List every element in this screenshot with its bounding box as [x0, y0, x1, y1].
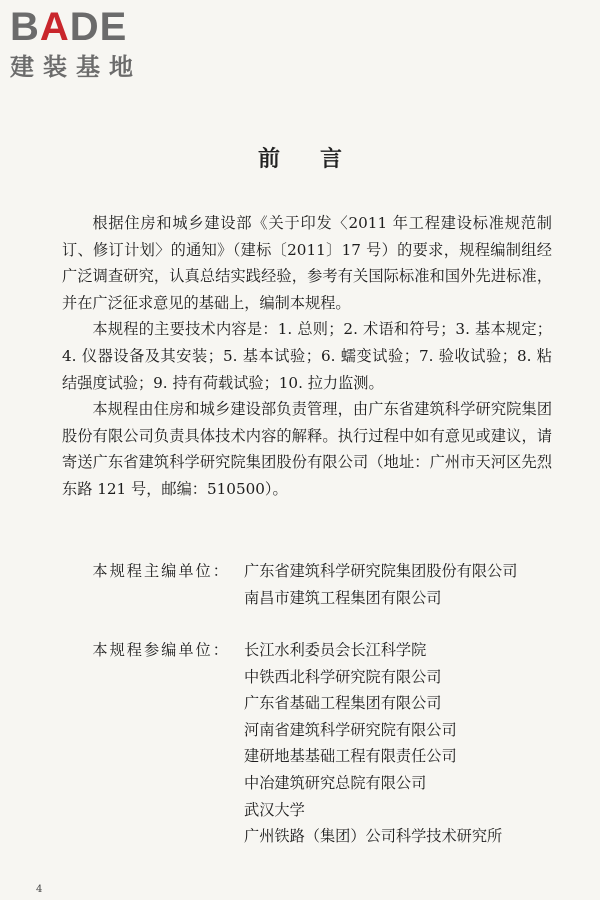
participating-units-list [244, 637, 556, 850]
logo-letters-de: DE [69, 5, 128, 49]
participating-units-label [62, 637, 245, 664]
list-item: 中冶建筑研究总院有限公司 [244, 773, 427, 792]
chief-units-label [62, 558, 245, 585]
list-item: 河南省建筑科学研究院有限公司 [244, 720, 457, 739]
paragraph-management: 本规程由住房和城乡建设部负责管理，由广东省建筑科学研究院集团股份有限公司负责具体技术内容的解释。执行过程中如有意见或建议，请寄送广东省建筑科学研究院集团股份有限公司（地址：广州市天河区先烈东路 121 号，邮编：510500）。 [62, 400, 552, 498]
list-item: 长江水利委员会长江科学院 [244, 641, 427, 659]
participating-units-label-text: 本规程参编单位： [92, 641, 230, 659]
list-item: 南昌市建筑工程集团有限公司 [244, 588, 442, 607]
preface-body [62, 210, 552, 503]
list-item: 建研地基基础工程有限责任公司 [244, 747, 457, 766]
logo-wordmark [10, 6, 180, 48]
logo-subtitle: 建装基地 [10, 53, 142, 81]
paragraph-contents: 本规程的主要技术内容是：1. 总则；2. 术语和符号；3. 基本规定；4. 仪器设备及其安装；5. 基本试验；6. 蠕变试验；7. 验收试验；8. 粘结强度试验；9. 持有荷载试验；10. 拉力监测。 [62, 320, 552, 392]
list-item: 广东省建筑科学研究院集团股份有限公司 [244, 562, 518, 580]
chief-units [62, 558, 562, 611]
list-item: 广东省基础工程集团有限公司 [244, 694, 442, 713]
list-item: 中铁西北科学研究院有限公司 [244, 667, 442, 686]
chief-units-label-text: 本规程主编单位： [92, 562, 230, 580]
participating-units [62, 637, 562, 850]
paragraph-basis: 根据住房和城乡建设部《关于印发〈2011 年工程建设标准规范制订、修订计划〉的通知》（建标〔2011〕17 号）的要求，规程编制组经广泛调查研究，认真总结实践经验，参考有关国际标准和国外先进标准，并在广泛征求意见的基础上，编制本规程。 [62, 214, 552, 312]
page-number: 4 [36, 884, 43, 895]
page-title: 前言 [257, 147, 382, 172]
participating-units-block [62, 637, 562, 850]
chief-units-block [62, 558, 562, 611]
logo-letter-a: A [39, 5, 70, 49]
logo-letter-b: B [10, 5, 40, 49]
list-item: 武汉大学 [244, 800, 305, 819]
chief-units-list [244, 558, 556, 611]
list-item: 广州铁路（集团）公司科学技术研究所 [244, 827, 503, 846]
bade-logo [10, 6, 180, 82]
